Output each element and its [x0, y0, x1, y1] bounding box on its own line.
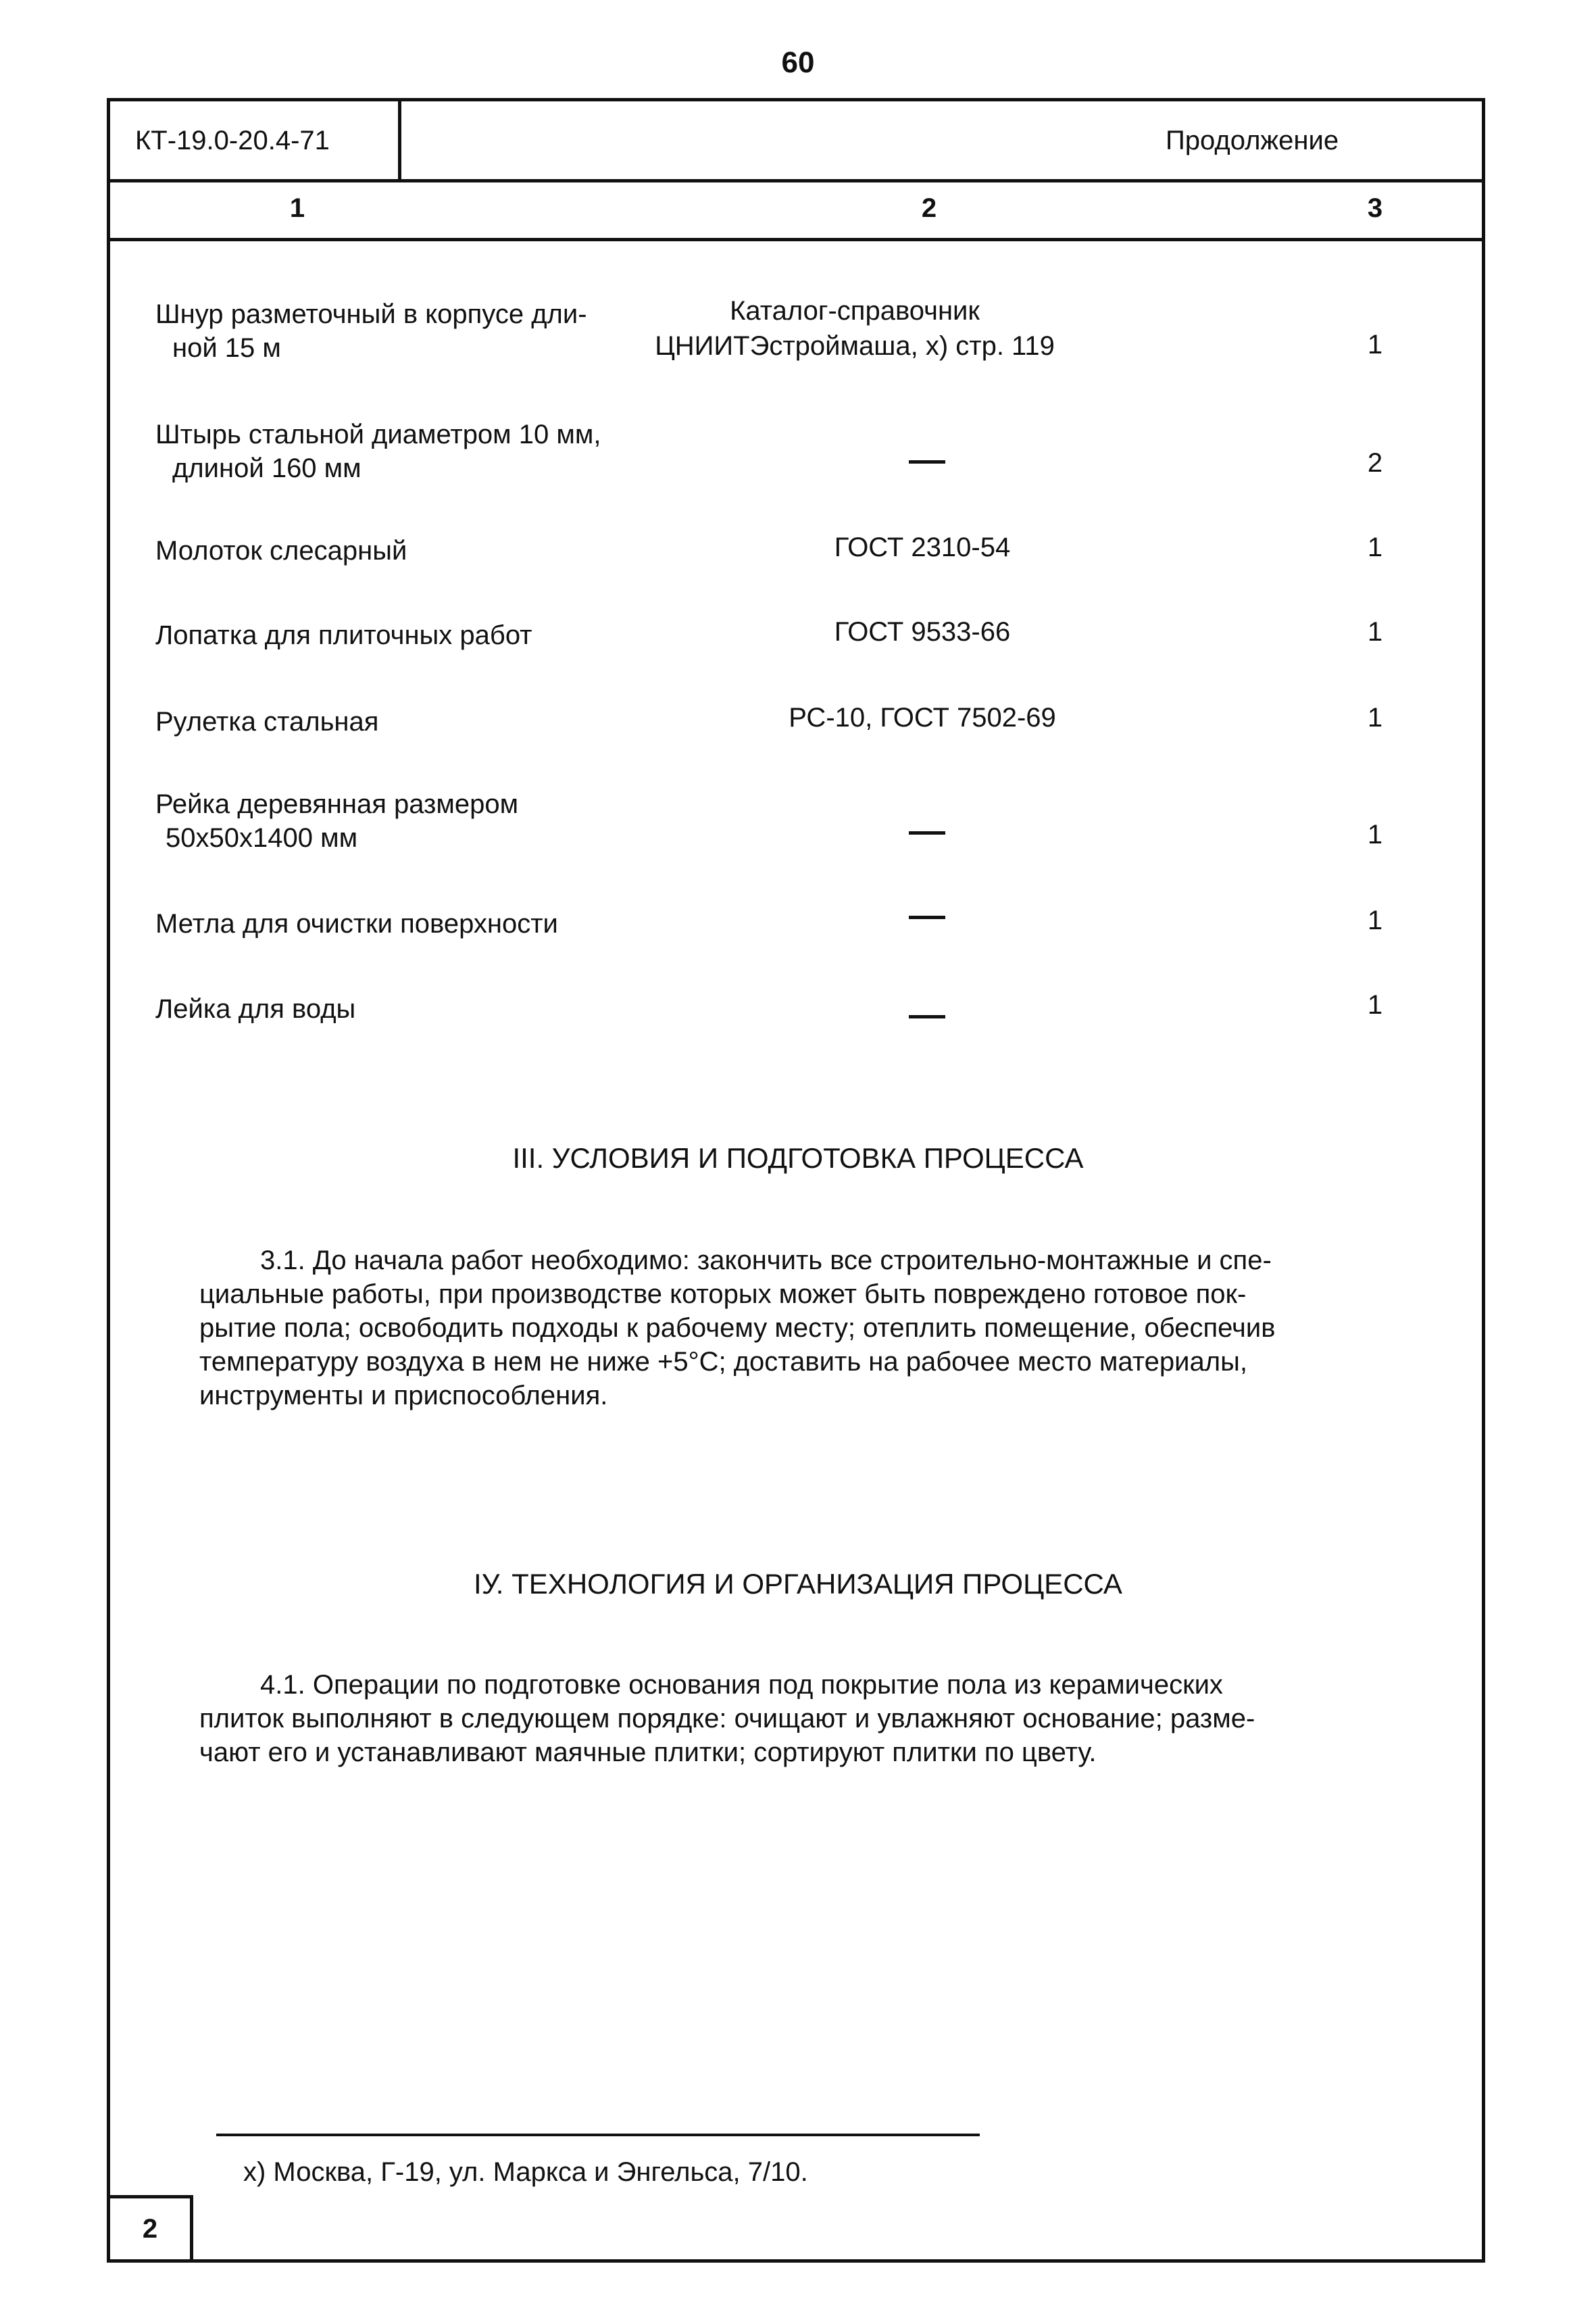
row-1-name-line-2: ной 15 м [172, 333, 281, 363]
footnote-rule [216, 2134, 980, 2136]
section-3-title: III. УСЛОВИЯ И ПОДГОТОВКА ПРОЦЕССА [512, 1142, 1084, 1174]
row-7-ref-dash [909, 916, 945, 919]
section-3-line: инструменты и приспособления. [199, 1381, 608, 1410]
row-8-ref-dash [909, 1015, 945, 1018]
sheet-number: 2 [142, 2214, 158, 2244]
section-4-line: 4.1. Операции по подготовке основания под покрытие пола из керамических [260, 1670, 1223, 1700]
section-3-line: циальные работы, при производстве которых может быть повреждено готовое пок- [199, 1279, 1247, 1309]
row-3-ref: ГОСТ 2310-54 [834, 533, 1011, 562]
row-1-qty: 1 [1367, 330, 1383, 360]
row-8-name: Лейка для воды [155, 994, 356, 1024]
row-2-name-line-1: Штырь стальной диаметром 10 мм, [155, 420, 601, 449]
row-6-qty: 1 [1367, 820, 1383, 850]
column-number-2: 2 [921, 193, 937, 223]
section-4-title: IУ. ТЕХНОЛОГИЯ И ОРГАНИЗАЦИЯ ПРОЦЕССА [474, 1568, 1122, 1600]
section-3-line: рытие пола; освободить подходы к рабочему месту; отеплить помещение, обеспечив [199, 1313, 1276, 1343]
row-4-name: Лопатка для плиточных работ [155, 620, 532, 650]
section-3-line: температуру воздуха в нем не ниже +5°С; доставить на рабочее место материалы, [199, 1347, 1247, 1377]
header-rule-top [107, 179, 1485, 182]
row-4-ref: ГОСТ 9533-66 [834, 617, 1011, 647]
row-3-qty: 1 [1367, 533, 1383, 562]
section-4-line: чают его и устанавливают маячные плитки; сортируют плитки по цвету. [199, 1738, 1097, 1767]
row-4-qty: 1 [1367, 617, 1383, 647]
row-1-ref-line-2: ЦНИИТЭстроймаша, x) стр. 119 [655, 331, 1055, 361]
row-2-ref-dash [909, 460, 945, 464]
row-3-name: Молоток слесарный [155, 536, 407, 566]
section-3-paragraph [199, 1244, 1456, 1412]
row-8-qty: 1 [1367, 990, 1383, 1020]
row-1-ref-line-1: Каталог-справочник [730, 296, 980, 326]
continuation-label: Продолжение [1166, 126, 1339, 155]
row-2-name-line-2: длиной 160 мм [172, 453, 361, 483]
row-6-name-line-1: Рейка деревянная размером [155, 789, 519, 819]
row-6-name-line-2: 50x50x1400 мм [166, 823, 358, 853]
row-5-qty: 1 [1367, 703, 1383, 733]
column-number-1: 1 [289, 193, 305, 223]
section-4-line: плиток выполняют в следующем порядке: очищают и увлажняют основание; разме- [199, 1704, 1255, 1733]
row-7-name: Метла для очистки поверхности [155, 909, 558, 939]
footnote: x) Москва, Г-19, ул. Маркса и Энгельса, 7/10. [243, 2157, 808, 2187]
row-5-ref: РС-10, ГОСТ 7502-69 [789, 703, 1056, 733]
doc-code: КТ-19.0-20.4-71 [135, 126, 330, 155]
row-5-name: Рулетка стальная [155, 707, 379, 737]
row-7-qty: 1 [1367, 906, 1383, 935]
row-6-ref-dash [909, 831, 945, 835]
column-number-3: 3 [1367, 193, 1383, 223]
sheet-number-box [107, 2195, 193, 2263]
section-4-paragraph [199, 1668, 1456, 1769]
row-2-qty: 2 [1367, 448, 1383, 478]
row-1-name-line-1: Шнур разметочный в корпусе дли- [155, 299, 587, 329]
section-3-line: 3.1. До начала работ необходимо: закончить все строительно-монтажные и спе- [260, 1246, 1272, 1275]
page-number: 60 [781, 46, 815, 79]
header-rule-bottom [107, 238, 1485, 241]
